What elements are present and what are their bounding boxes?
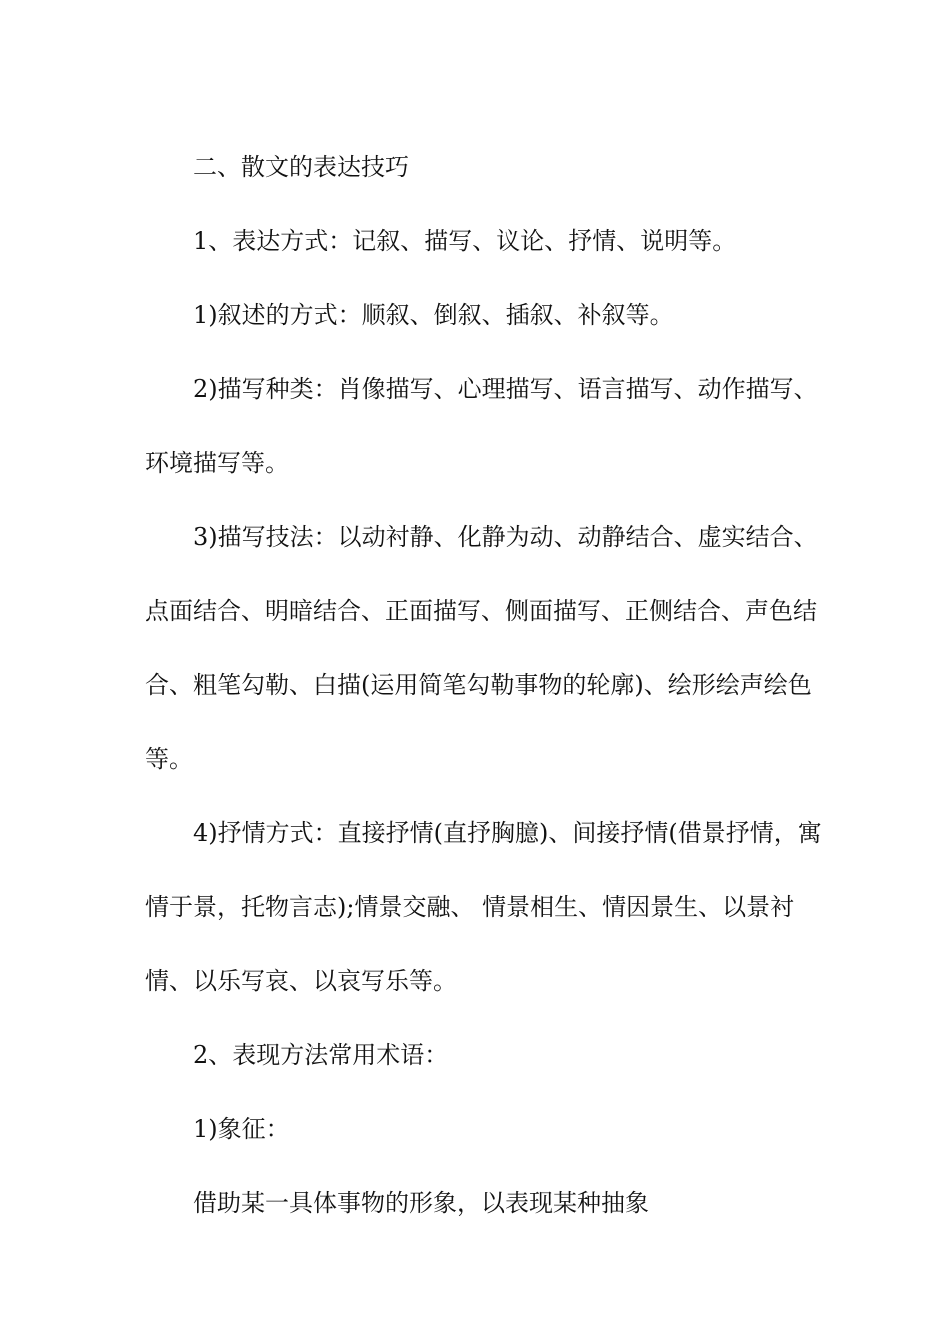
document-body (145, 130, 835, 1240)
paragraph-narration: 1)叙述的方式：顺叙、倒叙、插叙、补叙等。 (193, 301, 674, 329)
paragraph-lyrical-methods: 4)抒情方式：直接抒情(直抒胸臆)、间接抒情(借景抒情，寓情于景，托物言志);情景交融、 情景相生、情因景生、以景衬情、以乐写哀、以哀写乐等。 (145, 819, 822, 995)
paragraph-description-techniques: 3)描写技法：以动衬静、化静为动、动静结合、虚实结合、点面结合、明暗结合、正面描写、侧面描写、正侧结合、声色结合、粗笔勾勒、白描(运用简笔勾勒事物的轮廓)、绘形绘声绘色等。 (145, 523, 818, 773)
section-heading: 二、散文的表达技巧 (193, 153, 409, 181)
paragraph-expression-modes: 1、表达方式：记叙、描写、议论、抒情、说明等。 (193, 227, 737, 255)
paragraph-symbolism: 1)象征： (193, 1115, 290, 1143)
paragraph-symbolism-definition: 借助某一具体事物的形象，以表现某种抽象 (193, 1189, 649, 1217)
paragraph-terms-heading: 2、表现方法常用术语： (193, 1041, 449, 1069)
paragraph-description-types: 2)描写种类：肖像描写、心理描写、语言描写、动作描写、环境描写等。 (145, 375, 818, 477)
